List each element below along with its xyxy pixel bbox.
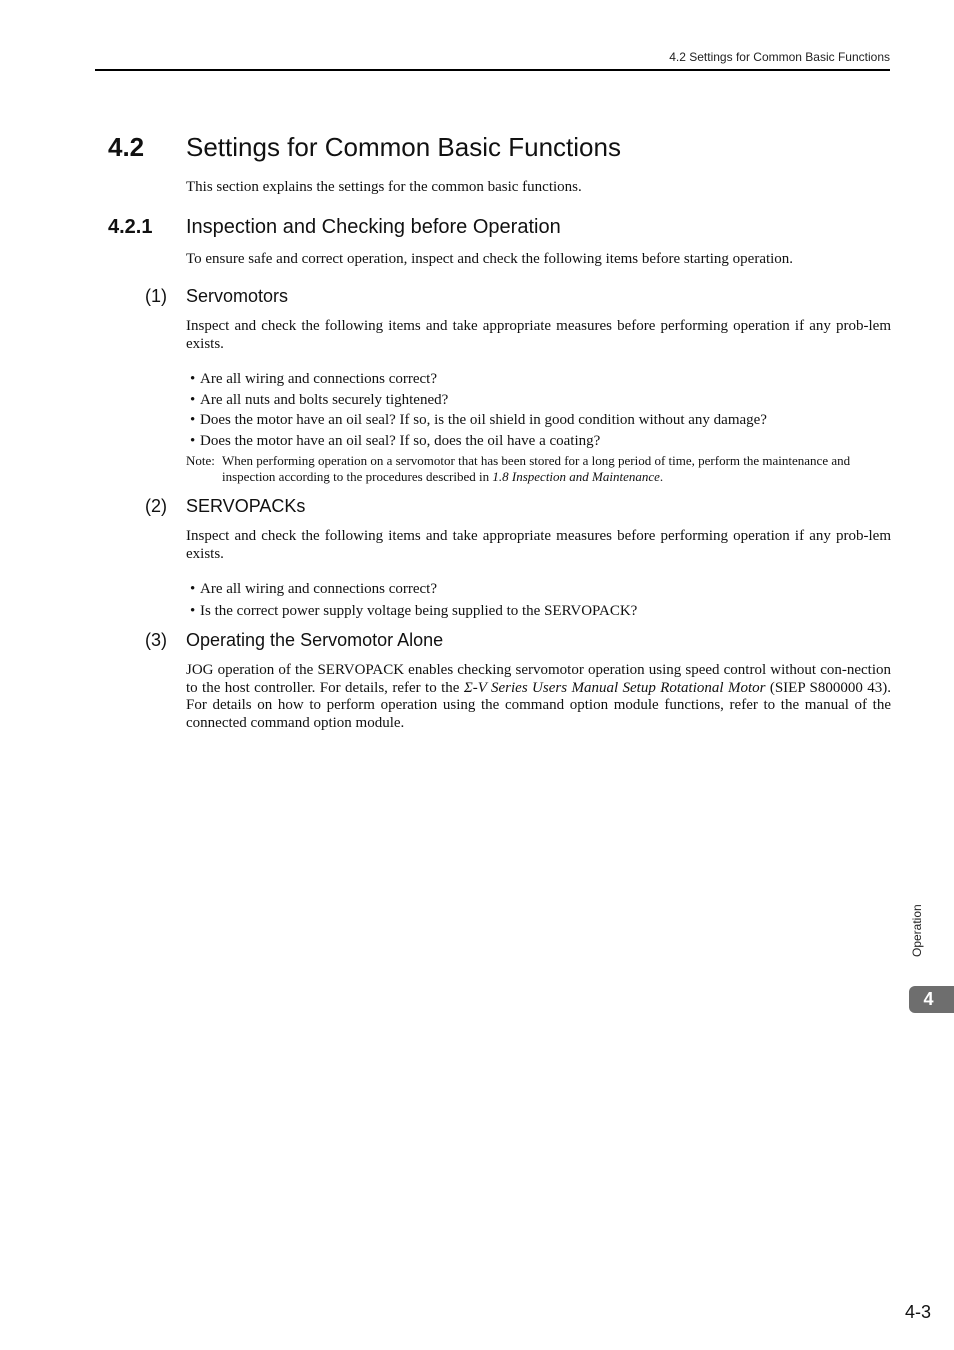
chapter-tab: 4 — [909, 986, 954, 1013]
item-paragraph: Inspect and check the following items and take appropriate measures before performing operation if any prob-lem exists. — [186, 318, 891, 352]
note-text: When performing operation on a servomotor that has been stored for a long period of time, perform the maintenance and inspection according to the procedures described in — [222, 453, 851, 484]
list-item-text: Does the motor have an oil seal? If so, does the oil have a coating? — [200, 432, 601, 449]
subsection-intro: To ensure safe and correct operation, inspect and check the following items before starting operation. — [186, 251, 794, 267]
item-number: (3) — [145, 630, 167, 650]
list-item: • Is the correct power supply voltage being supplied to the SERVOPACK? — [190, 603, 638, 619]
section-intro: This section explains the settings for the common basic functions. — [186, 179, 582, 195]
subsection-number: 4.2.1 — [108, 216, 153, 238]
section-number: 4.2 — [108, 132, 145, 162]
note — [186, 453, 891, 485]
item-heading-servomotors — [145, 286, 288, 307]
list-item: • Are all nuts and bolts securely tightened? — [190, 391, 449, 408]
note-end: . — [659, 469, 664, 484]
page-number: 4-3 — [904, 1302, 931, 1322]
subsection-title: Inspection and Checking before Operation — [186, 216, 561, 238]
paragraph-text: JOG operation of the SERVOPACK enables checking servomotor operation using speed control without con-nection to the host controller. For details, refer to the — [186, 662, 891, 696]
manual-reference: Σ-V Series Users Manual Setup Rotational Motor — [463, 679, 766, 696]
running-header: 4.2 Settings for Common Basic Functions — [669, 50, 890, 64]
bullet-list — [190, 369, 767, 451]
list-item: • Are all wiring and connections correct? — [190, 581, 437, 597]
item-title: SERVOPACKs — [186, 496, 306, 516]
header-rule — [95, 69, 890, 71]
side-tab-label: Operation — [910, 904, 924, 958]
note-reference: 1.8 Inspection and Maintenance — [492, 469, 660, 484]
paragraph-text: (SIEP S800000 43). For details on how to perform operation using the command option module functions, refer to the manual of the connected command option module. — [186, 679, 892, 731]
bullet-list — [190, 579, 637, 622]
list-item-text: Are all wiring and connections correct? — [200, 371, 437, 387]
item-paragraph: Inspect and check the following items and take appropriate measures before performing operation if any prob-lem exists. — [186, 528, 891, 562]
note-label: Note: — [186, 453, 215, 468]
section-title: Settings for Common Basic Functions — [186, 132, 621, 162]
list-item: • Does the motor have an oil seal? If so, does the oil have a coating? — [190, 432, 601, 449]
list-item-text: Are all wiring and connections correct? — [200, 581, 437, 597]
item-title: Servomotors — [186, 286, 289, 306]
list-item-text: Are all nuts and bolts securely tightened? — [200, 391, 449, 408]
item-heading-operating-alone — [145, 630, 443, 651]
list-item: • Are all wiring and connections correct? — [190, 371, 437, 387]
item-heading-servopacks — [145, 496, 305, 517]
item-paragraph — [186, 662, 891, 732]
subsection-heading — [108, 216, 561, 239]
item-title: Operating the Servomotor Alone — [186, 630, 444, 650]
item-number: (2) — [145, 496, 167, 516]
list-item-text: Does the motor have an oil seal? If so, is the oil shield in good condition without any damage? — [200, 412, 767, 428]
list-item: • Does the motor have an oil seal? If so, is the oil shield in good condition without any damage? — [190, 412, 767, 428]
note-body — [222, 453, 891, 485]
list-item-text: Is the correct power supply voltage being supplied to the SERVOPACK? — [200, 603, 638, 619]
item-number: (1) — [145, 286, 167, 306]
section-heading — [108, 132, 621, 163]
